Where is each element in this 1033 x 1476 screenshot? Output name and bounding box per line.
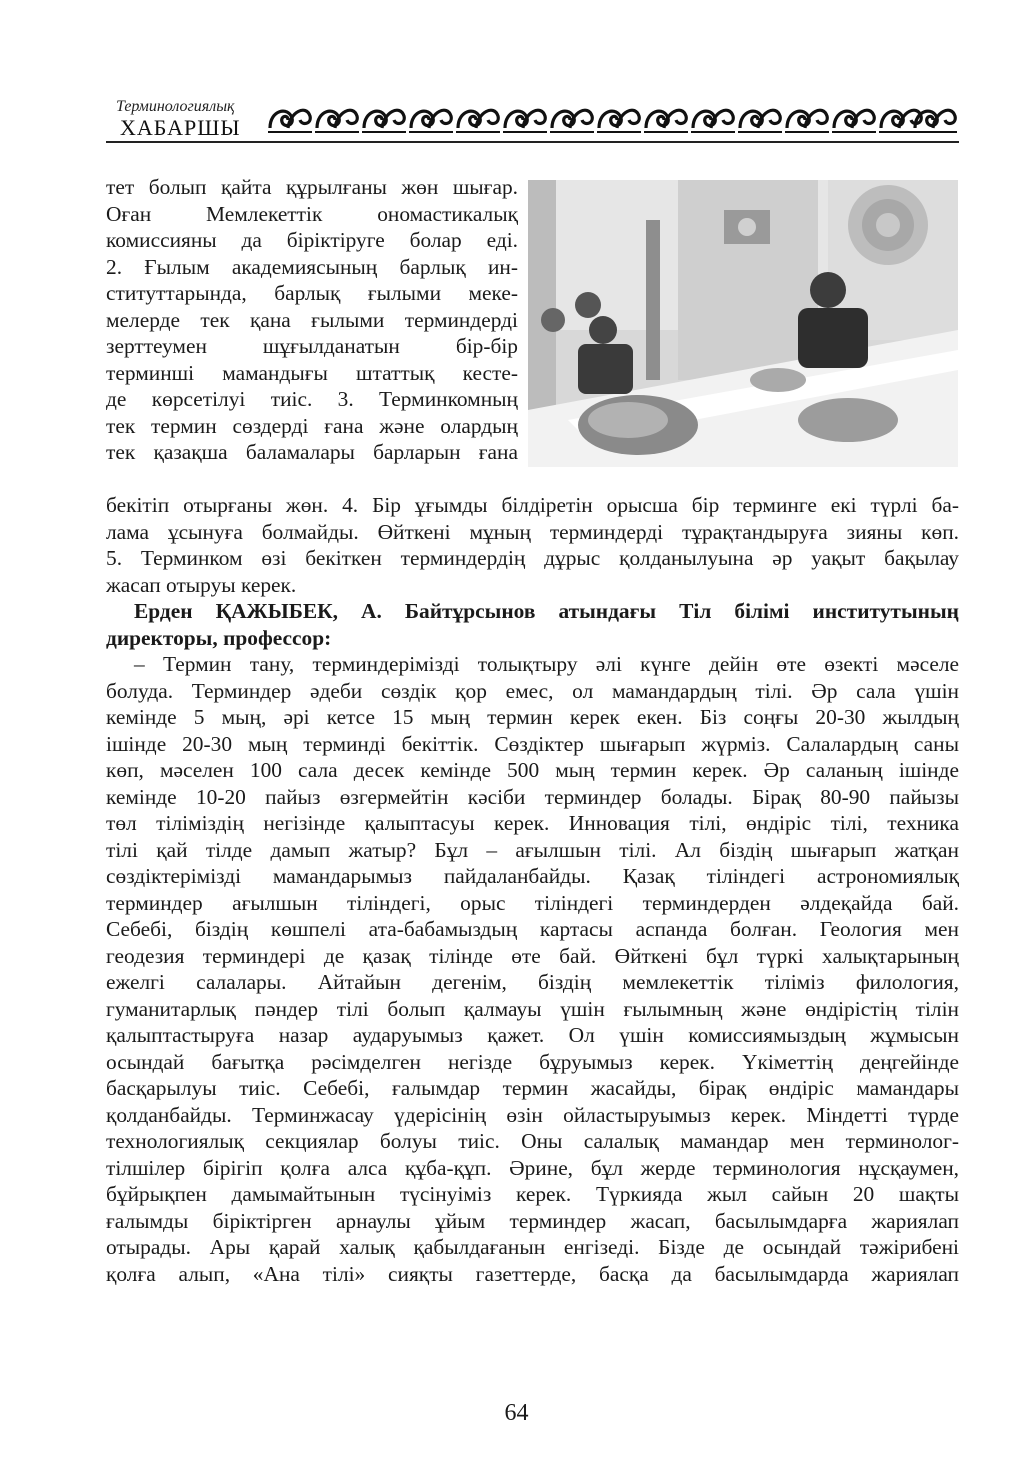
text-line: қалыптастыруға назар аударуымыз қажет. Ол үшін комиссиямыздың жұмысын xyxy=(106,1023,959,1047)
text-line: басқарылуы тиіс. Себебі, ғалымдар термин жасайды, бірақ өндіріс мамандары xyxy=(106,1076,959,1100)
text-line: терминдер ағылшын тіліндегі, орыс тіліндегі терминдерден әлдеқайда бай. xyxy=(106,890,959,915)
text-line: кемінде 10-20 пайыз өзгермейтін кәсіби терминдер болады. Бірақ 80-90 пайызы xyxy=(106,784,959,809)
text-line: технологиялық секциялар болуы тиіс. Оны салалық мамандар мен терминолог- xyxy=(106,1129,959,1153)
text-line: мелерде тек қана ғылыми терминдерді xyxy=(106,307,518,332)
speaker-heading: Ерден ҚАЖЫБЕК, А. Байтұрсынов атындағы Тіл білімі институтының xyxy=(134,599,959,623)
text-line: тек қазақша баламалары барларын ғана xyxy=(106,440,518,464)
text-line: кемінде 5 мың, әрі кетсе 15 мың термин керек екен. Біз соңғы 20-30 жылдың xyxy=(106,705,959,729)
text-line: лама ұсынуға болмайды. Өйткені мұның терминдерді тұрақтандыруға зияны көп. xyxy=(106,519,959,544)
text-line: бұйрықпен дамымайтынын түсінуіміз керек. Түркияда жыл сайын 20 шақты xyxy=(106,1182,959,1206)
text-line: ежелгі салалары. Айтайын дегенім, біздің мемлекеттік тіліміз филология, xyxy=(106,970,959,994)
page-number: 64 xyxy=(504,1400,529,1426)
wide-column-text xyxy=(106,492,959,1287)
text-line: комиссияны да біріктіруге болар еді. xyxy=(106,228,518,252)
text-line: жасап отыруы керек. xyxy=(106,572,297,597)
text-line: ішінде 20-30 мың терминді бекіттік. Сөздіктер шығарып жүрміз. Салалардың саны xyxy=(106,731,959,756)
text-line: терминші мамандығы штаттық кесте- xyxy=(106,360,518,385)
text-line: гуманитарлық пәндер тілі болып қалмауы үшін ғылымның және өндірістің тілін xyxy=(106,996,959,1021)
text-line: геодезия терминдері де қазақ тілінде өте бай. Өйткені бұл түркі халықтарының xyxy=(106,943,959,968)
text-line: тілшілер бірігіп қолға алса құба-құп. Әрине, бұл жерде терминология нұсқаумен, xyxy=(106,1155,959,1180)
meeting-photo xyxy=(528,180,958,467)
text-line: сөздіктерімізді мамандарымыз пайдаланбайды. Қазақ тіліндегі астрономиялық xyxy=(106,864,959,888)
text-line: Себебі, біздің көшпелі ата-бабамыздың картасы аспанда болған. Геология мен xyxy=(106,917,959,941)
text-line: Оған Мемлекеттік ономастикалық xyxy=(106,201,518,226)
text-line: ституттарында, барлық ғылыми меке- xyxy=(106,281,518,305)
text-line: зерттеумен шұғылданатын бір-бір xyxy=(106,334,518,358)
running-header xyxy=(106,96,959,144)
speaker-heading: директоры, профессор: xyxy=(106,625,332,650)
text-line: 2. Ғылым академиясының барлық ин- xyxy=(106,254,518,279)
text-line: де көрсетілуі тиіс. 3. Терминкомның xyxy=(106,387,518,411)
text-line: отырады. Ары қарай халық қабылдағанын енгізеді. Бізде де осындай тәжірибені xyxy=(106,1235,959,1259)
text-line: бекітіп отырғаны жөн. 4. Бір ұғымды білдіретін орысша бір терминге екі түрлі ба- xyxy=(106,493,959,517)
ornament-border-icon xyxy=(266,96,959,136)
text-line: тет болып қайта құрылғаны жөн шығар. xyxy=(106,175,518,199)
header-rule xyxy=(106,141,959,143)
journal-name-small: Терминологиялық xyxy=(116,98,235,115)
text-line: көп, мәселен 100 сала десек кемінде 500 мың термин керек. Әр саланың ішінде xyxy=(106,758,959,782)
text-line: – Термин тану, терминдерімізді толықтыру әлі күнге дейін өте өзекті мәселе xyxy=(134,652,959,676)
text-line: осындай бағытқа рәсімделген негізде бұруымыз керек. Үкіметтің деңгейінде xyxy=(106,1049,959,1074)
text-line: 5. Терминком өзі бекіткен терминдердің дұрыс қолданылуына әр уақыт бақылау xyxy=(106,546,959,570)
text-line: қолға алып, «Ана тілі» сияқты газеттерде, басқа да басылымдарда жариялап xyxy=(106,1261,959,1286)
text-line: қолданбайды. Терминжасау үдерісінің өзін ойластыруымыз керек. Міндетті түрде xyxy=(106,1102,959,1127)
text-line: ғалымды біріктірген арнаулы ұйым терминдер жасап, басылымдарға жариялап xyxy=(106,1208,959,1233)
text-line: тек термин сөздерді ғана және олардың xyxy=(106,413,518,438)
narrow-column-text xyxy=(106,174,518,466)
text-line: болуда. Терминдер әдеби сөздік қор емес, ол мамандардың тілі. Әр сала үшін xyxy=(106,678,959,703)
text-line: төл тіліміздің негізінде қалыптасуы керек. Инновация тілі, өндіріс тілі, техника xyxy=(106,811,959,835)
text-line: тілі қай тілде дамып жатыр? Бұл – ағылшын тілі. Ал біздің шығарып жатқан xyxy=(106,837,959,862)
journal-name-big: ХАБАРШЫ xyxy=(120,115,241,140)
